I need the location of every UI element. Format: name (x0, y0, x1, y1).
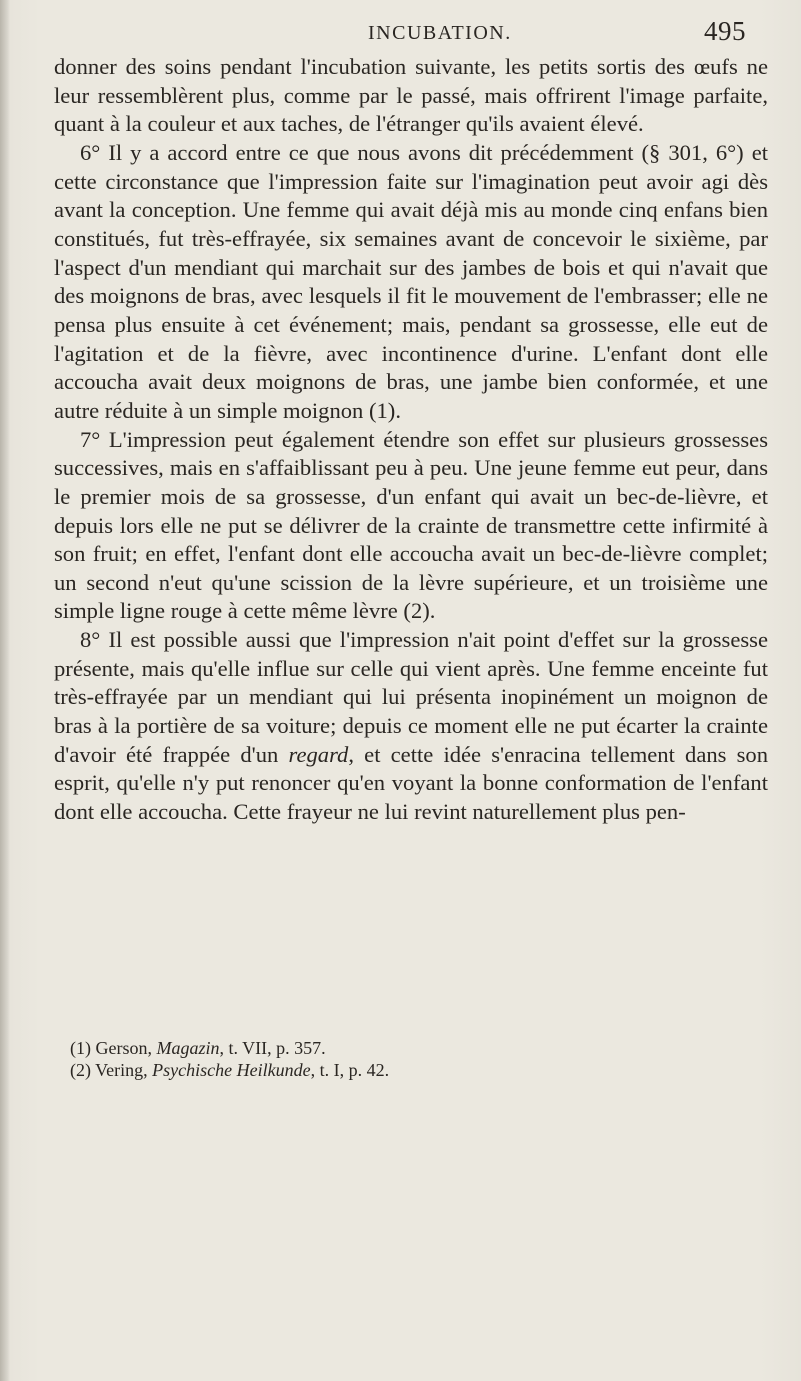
text-run: 8° Il est possible aussi que l'impression n'ait point d'effet sur la grossesse présente, mais qu'elle influe sur celle qui vient après. Une femme enceinte fut très-effrayée par un mendiant qui lui présenta inopinément un moignon de bras à la portière de sa voiture; depuis ce moment elle ne put écarter la crainte d'avoir été frappée d'un (54, 627, 768, 767)
italic-text-run: regard (288, 741, 349, 767)
text-run: , t. VII, p. 357. (219, 1038, 326, 1058)
text-run: (1) Gerson, (70, 1038, 157, 1058)
page-gutter-shadow (0, 0, 10, 1381)
footnote (70, 1037, 760, 1059)
paragraph (54, 426, 768, 627)
text-run: 7° L'impression peut également étendre son effet sur plusieurs grossesses successives, mais en s'affaiblissant peu à peu. Une jeune femme eut peur, dans le premier mois de sa grossesse, d'un enfant qui avait un bec-de-lièvre, et depuis lors elle ne put se délivrer de la crainte de transmettre cette infirmité à son fruit; en effet, l'enfant dont elle accoucha avait un bec-de-lièvre complet; un second n'eut qu'une scission de la lèvre supérieure, et un troisième une simple ligne rouge à cette même lèvre (2). (54, 426, 768, 624)
running-head: INCUBATION. (368, 22, 512, 44)
paragraph (54, 139, 768, 426)
text-run: (2) Vering, (70, 1060, 153, 1080)
italic-text-run: Magazin (156, 1038, 220, 1058)
paragraph (54, 53, 768, 139)
page-header (0, 10, 801, 50)
page-number: 495 (704, 16, 746, 46)
text-run: 6° Il y a accord entre ce que nous avons dit précédemment (§ 301, 6°) et cette circonstance que l'impression faite sur l'imagination peut avoir agi dès avant la conception. Une femme qui avait déjà mis au monde cinq enfans bien constitués, fut très-effrayée, six semaines avant de concevoir le sixième, par l'aspect d'un mendiant qui marchait sur des jambes de bois et qui n'avait que des moignons de bras, avec lesquels il fit le mouvement de l'embrasser; elle ne pensa plus ensuite à cet événement; mais, pendant sa grossesse, elle eut de l'agitation et de la fièvre, avec incontinence d'urine. L'enfant dont elle accoucha avait deux moignons de bras, une jambe bien conformée, et une autre réduite à un simple moignon (1). (54, 139, 768, 423)
footnotes (70, 1037, 760, 1081)
text-run: , t. I, p. 42. (310, 1060, 390, 1080)
footnote (70, 1059, 760, 1081)
body-text (54, 53, 768, 827)
text-run: , et cette idée s'enracina tellement dans son esprit, qu'elle n'y put renoncer qu'en voyant la bonne conformation de l'enfant dont elle accoucha. Cette frayeur ne lui revint naturellement plus pen- (54, 741, 769, 825)
italic-text-run: Psychische Heilkunde (152, 1060, 311, 1080)
text-run: donner des soins pendant l'incubation suivante, les petits sortis des œufs ne leur ressemblèrent plus, comme par le passé, mais offrirent l'image parfaite, quant à la couleur et aux taches, de l'étranger qu'ils avaient élevé. (54, 54, 768, 137)
paragraph (54, 626, 768, 827)
